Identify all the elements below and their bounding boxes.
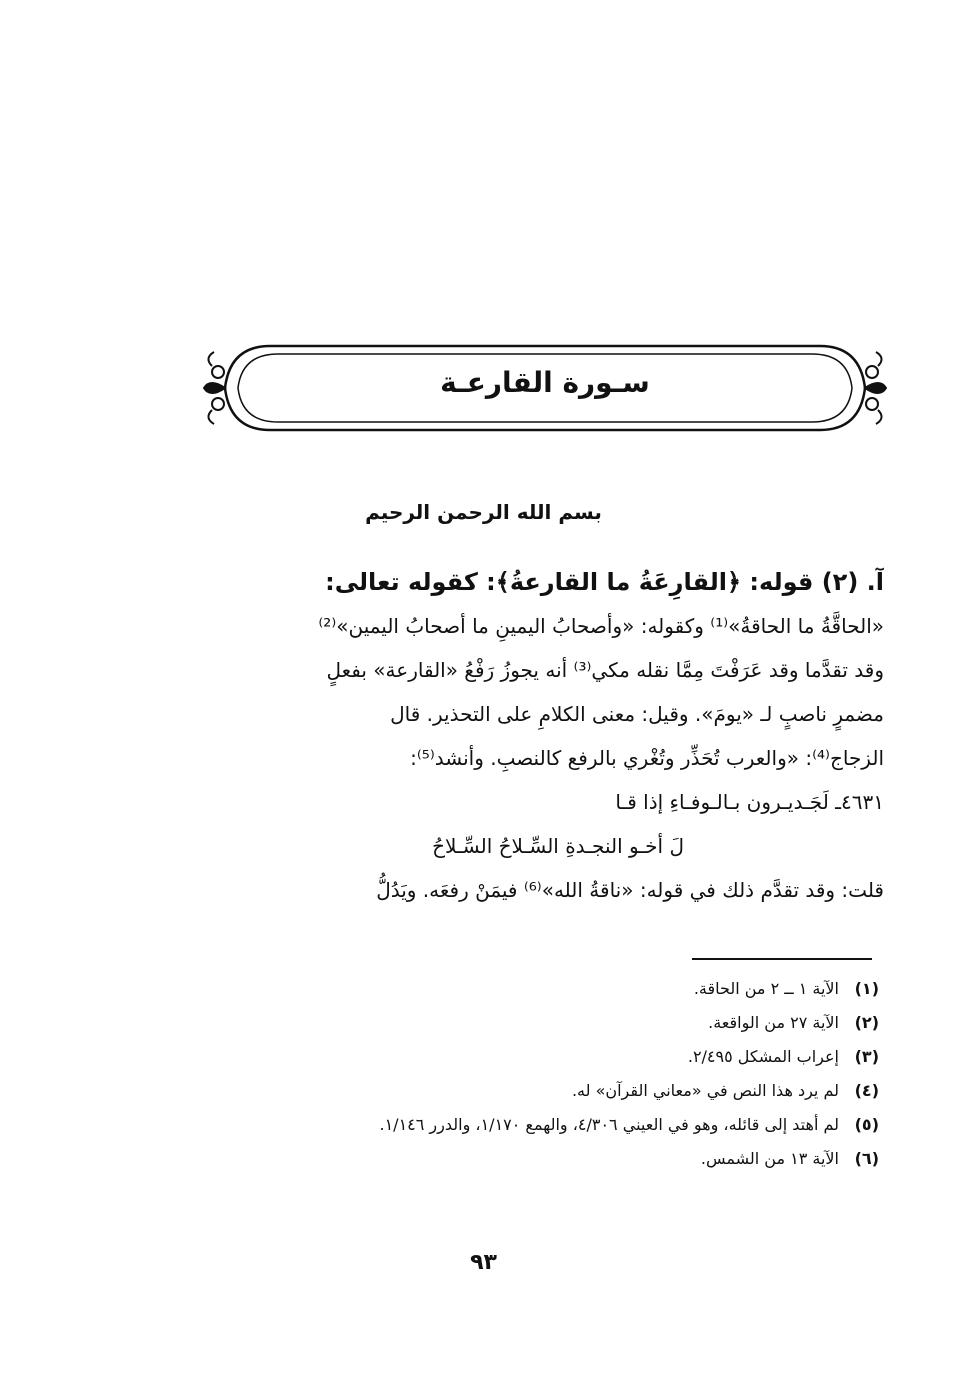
body-line-4: مضمرٍ ناصبٍ لـ «يومَ». وقيل: معنى الكلامِ على التحذير. قال: [390, 702, 884, 726]
commentary-text: [84, 560, 884, 912]
footnote-item: [89, 1142, 879, 1176]
footnote-text: الآية ٢٧ من الواقعة.: [708, 1013, 839, 1032]
footnote-number: (٣): [854, 1047, 879, 1066]
footnote-text: الآية ١ ــ ٢ من الحاقة.: [693, 979, 839, 998]
page-number: ٩٣: [470, 1250, 497, 1275]
basmala: بسم الله الرحمن الرحيم: [365, 500, 602, 524]
body-line-2: «الحاقَّةُ ما الحاقةُ»⁽¹⁾ وكقوله: «وأصحابُ اليمينِ ما أصحابُ اليمين»⁽²⁾: [318, 614, 884, 638]
footnote-item: [89, 972, 879, 1006]
surah-title-frame: [200, 338, 890, 438]
footnote-number: (٢): [854, 1013, 879, 1032]
footnote-item: [89, 1006, 879, 1040]
poem-verse-1: ٤٦٣١ـ لَجَـديـرون بـالـوفـاءِ إذا قـا: [615, 790, 884, 814]
footnote-number: (٦): [854, 1149, 879, 1168]
surah-title: سـورة القارعـة: [440, 366, 650, 399]
body-closing-line: قلت: وقد تقدَّم ذلك في قوله: «ناقةُ الله»⁽⁶⁾ فيمَنْ رفعَه. ويَدُلُّ: [376, 878, 884, 902]
footnote-text: لم أهتد إلى قائله، وهو في العيني ٤/٣٠٦، والهمع ١/١٧٠، والدرر ١/١٤٦.: [379, 1115, 839, 1134]
footnote-text: لم يرد هذا النص في «معاني القرآن» له.: [571, 1081, 839, 1100]
footnote-item: [89, 1040, 879, 1074]
body-line-1: آ. (٢) قوله: ﴿القارِعَةُ ما القارعةُ﴾: كقوله تعالى:: [325, 568, 884, 596]
footnote-number: (١): [854, 979, 879, 998]
footnote-number: (٤): [854, 1081, 879, 1100]
poem-verse-2: لَ أخـو النجـدةِ السِّـلاحُ السِّـلاحُ: [432, 834, 684, 858]
footnotes: [89, 972, 879, 1176]
body-line-5: الزجاج⁽⁴⁾: «والعرب تُحَذِّر وتُغْري بالرفع كالنصبِ. وأنشد⁽⁵⁾:: [410, 746, 884, 770]
footnote-item: [89, 1074, 879, 1108]
footnote-divider: [692, 958, 872, 960]
body-line-3: وقد تقدَّما وقد عَرَفْتَ مِمَّا نقله مكي⁽³⁾ أنه يجوزُ رَفْعُ «القارعة» بفعلٍ: [326, 658, 884, 682]
footnote-item: [89, 1108, 879, 1142]
footnote-text: إعراب المشكل ٢/٤٩٥.: [687, 1047, 839, 1066]
footnote-number: (٥): [854, 1115, 879, 1134]
footnote-text: الآية ١٣ من الشمس.: [700, 1149, 839, 1168]
